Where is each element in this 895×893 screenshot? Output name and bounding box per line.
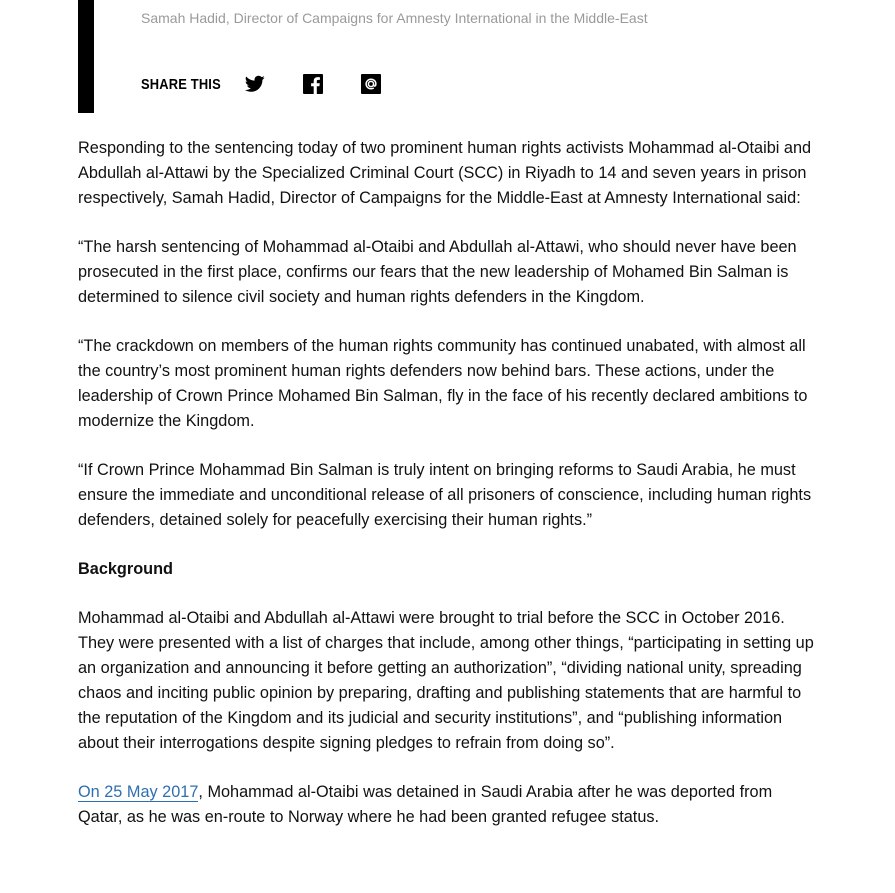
article-quote-1: “The harsh sentencing of Mohammad al-Otaibi and Abdullah al-Attawi, who should never have been prosecuted in the first place, confirms our fears that the new leadership of Mohamed Bin Salman is determined to silence civil society and human rights defenders in the Kingdom. bbox=[78, 238, 797, 306]
article-quote-3: “If Crown Prince Mohammad Bin Salman is truly intent on bringing reforms to Saudi Arabia, he must ensure the immediate and unconditional release of all prisoners of conscience, including human rights defenders, detained solely for peacefully exercising their human rights.” bbox=[78, 461, 812, 529]
article-intro: Responding to the sentencing today of two prominent human rights activists Mohammad al-Otaibi and Abdullah al-Attawi by the Specialized Criminal Court (SCC) in Riyadh to 14 and seven years in prison respectively, Samah Hadid, Director of Campaigns for the Middle-East at Amnesty International said: bbox=[78, 139, 812, 207]
quote-attribution: Samah Hadid, Director of Campaigns for Amnesty International in the Middle-East bbox=[141, 10, 648, 26]
quote-bar bbox=[78, 0, 94, 113]
share-bar bbox=[141, 72, 419, 96]
facebook-icon[interactable] bbox=[303, 74, 323, 94]
background-paragraph-1: Mohammad al-Otaibi and Abdullah al-Attawi were brought to trial before the SCC in October 2016. They were presented with a list of charges that include, among other things, “participating in setting up an organization and announcing it before getting an authorization”, “dividing national unity, spreading chaos and inciting public opinion by preparing, drafting and publishing statements that are harmful to the reputation of the Kingdom and its judicial and security institutions”, and “publishing information about their interrogations despite signing pledges to refrain from doing so”. bbox=[78, 609, 814, 752]
email-icon[interactable] bbox=[361, 74, 381, 94]
background-paragraph-2-text: , Mohammad al-Otaibi was detained in Saudi Arabia after he was deported from Qatar, as he was en-route to Norway where he had been granted refugee status. bbox=[78, 783, 773, 826]
share-label: SHARE THIS bbox=[141, 75, 221, 93]
twitter-icon[interactable] bbox=[245, 74, 265, 94]
article-quote-2: “The crackdown on members of the human rights community has continued unabated, with almost all the country’s most prominent human rights defenders now behind bars. These actions, under the leadership of Crown Prince Mohamed Bin Salman, fly in the face of his recently declared ambitions to modernize the Kingdom. bbox=[78, 337, 808, 430]
date-link[interactable]: On 25 May 2017 bbox=[78, 783, 199, 801]
article-body bbox=[78, 136, 818, 854]
background-heading: Background bbox=[78, 560, 173, 578]
background-paragraph-2 bbox=[78, 780, 818, 830]
